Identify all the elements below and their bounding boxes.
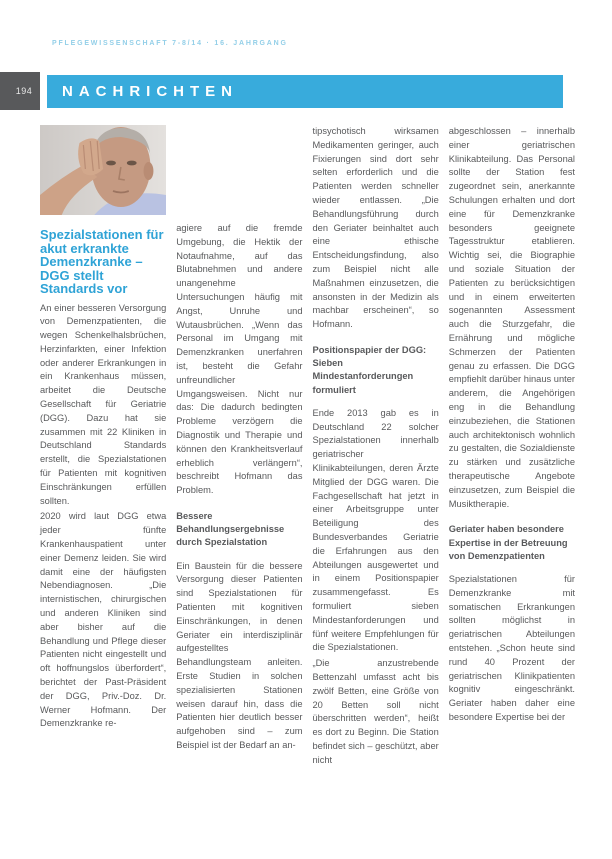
journal-issue-line: PFLEGEWISSENSCHAFT 7-8/14 · 16. JAHRGANG [52,40,288,47]
section-header-bar [47,75,563,108]
article-body [40,125,575,769]
paragraph: An einer besseren Versorgung von Demenzpatienten, die wegen Schenkelhalsbrüchen, Herzinfarkten, einer Infektion oder anderer Erkrankungen in ein Krankenhaus müssen, arbeitet die Deutsche Gesellschaft für Geriatrie (DGG). Dazu hat sie zusammen mit 22 Kliniken in Deutschland Standards erstellt, die Spezialstationen für Patienten mit kognitiven Einschränkungen erfüllen sollten. [40,302,167,506]
paragraph: Ende 2013 gab es in Deutschland 22 solcher Spezialstationen innerhalb geriatrischer Klinikabteilungen, deren Ärzte Mitglied der DGG waren. Die Fachgesellschaft hat jetzt in einer Arbeitsgruppe unter Beteiligung des Bundesverbandes Geriatrie die Erfahrungen aus den Abteilungen ausgewertet und in einem Positionspapier zusammengefasst. Es formuliert sieben Mindestanforderungen und fünf weitere Empfehlungen für die Spezialstationen. [312,407,439,653]
paragraph: tipsychotisch wirksamen Medikamenten geringer, auch Fixierungen sind dort sehr selten erforderlich und die Patienten werden schneller wieder entlassen. „Die Behandlungsführung durch den Geriater beinhaltet auch eine ethische Entscheidungsfindung, also zum Beispiel nicht alle Maßnahmen einzusetzen, die ansonsten in der Medizin als machbar erscheinen“, so Hofmann. [312,126,439,330]
article-headline: Spezialstationen für akut erkrankte Demenzkranke – DGG stellt Standards vor [40,227,164,296]
page-number: 194 [15,86,33,96]
paragraph: Spezialstationen für Demenzkranke mit somatischen Erkrankungen sollten möglichst in geriatrischen Abteilungen entstehen. „Schon heute sind rund 40 Prozent der geriatrischen Klinikpatienten kognitiv eingeschränkt. Geriater haben daher eine besondere Expertise bei der [448,573,575,722]
paragraph: 2020 wird laut DGG etwa jeder fünfte Krankenhauspatient unter einer Demenz leiden. Sie wird damit eine der häufigsten Nebendiagnosen. „Die internistischen, chirurgischen und anderen Kliniken sind aber bisher auf die Behandlung und Pflege dieser Patienten nicht eingestellt und oft hoffnungslos überfordert“, berichtet der Past-Präsident der DGG, Priv.-Doz. Dr. Werner Hofmann. Der Demenzkranke re- [40,511,167,729]
subheading-positionspapier: Positionspapier der DGG: Sieben Mindestanforderungen formuliert [312,344,427,395]
paragraph: Ein Baustein für die bessere Versorgung dieser Patienten sind Spezialstationen für Patienten mit kognitiven Einschränkungen, in denen Geriater ein interdisziplinär aufgestelltes Behandlungsteam anleiten. Erste Studien in solchen spezialisierten Stationen weisen darauf hin, dass die Patienten hier deutlich besser aufgehoben sind – zum Beispiel ist der Bedarf an an- [176,560,303,750]
column-4 [449,125,575,769]
article-photo-elderly-man [40,125,166,215]
paragraph: „Die anzustrebende Bettenzahl umfasst acht bis zwölf Betten, eine Größe von 20 Betten soll nicht überschritten werden“, heißt es dort zu Beginn. Die Station befindet sich – geschützt, aber nicht [312,658,439,765]
section-title: NACHRICHTEN [62,83,238,100]
subheading-geriater-expertise: Geriater haben besondere Expertise in der Betreuung von Demenzpatienten [448,524,568,561]
column-2 [176,125,302,769]
paragraph: abgeschlossen – innerhalb einer geriatrischen Klinikabteilung. Das Personal sollte der Station fest zugeordnet sein, anerkannte Schulungen erhalten und dort eine für Demenzkranke besonders geeignete Tagesstruktur etablieren. Wichtig sei, die Biographie und soziale Situation der Patienten zu berücksichtigen und in einem erweiterten sogenannten Assessment auch die Sturzgefahr, die Ernährung und mögliche Schmerzen der Patienten genau zu erfassen. Die DGG empfiehlt darüber hinaus unter anderem, die Angehörigen eng in die Behandlung einzubeziehen, die Stationen auch architektonisch wohnlich zu gestalten, die Sozialdienste zu stärken und zusätzliche therapeutische Angebote einzusetzen, zum Beispiel die Musiktherapie. [448,126,575,509]
column-3 [313,125,439,769]
subheading-behandlungsergebnisse: Bessere Behandlungsergebnisse durch Spezialstation [176,510,285,548]
page-number-badge [0,72,40,110]
column-1 [40,125,166,769]
paragraph: agiere auf die fremde Umgebung, die Hektik der Notaufnahme, auf das Blutabnehmen und andere unangenehme Untersuchungen häufig mit Angst, Unruhe und Wutausbrüchen. „Wenn das Personal im Umgang mit Demenzkranken unerfahren ist, besteht die Gefahr unfreundlicher Umgangsweisen. Nicht nur das: Die dadurch bedingten Probleme verzögern die Diagnostik und Therapie und können den Krankheitsverlauf erheblich verlängern“, beschreibt Hofmann das Problem. [176,223,303,496]
